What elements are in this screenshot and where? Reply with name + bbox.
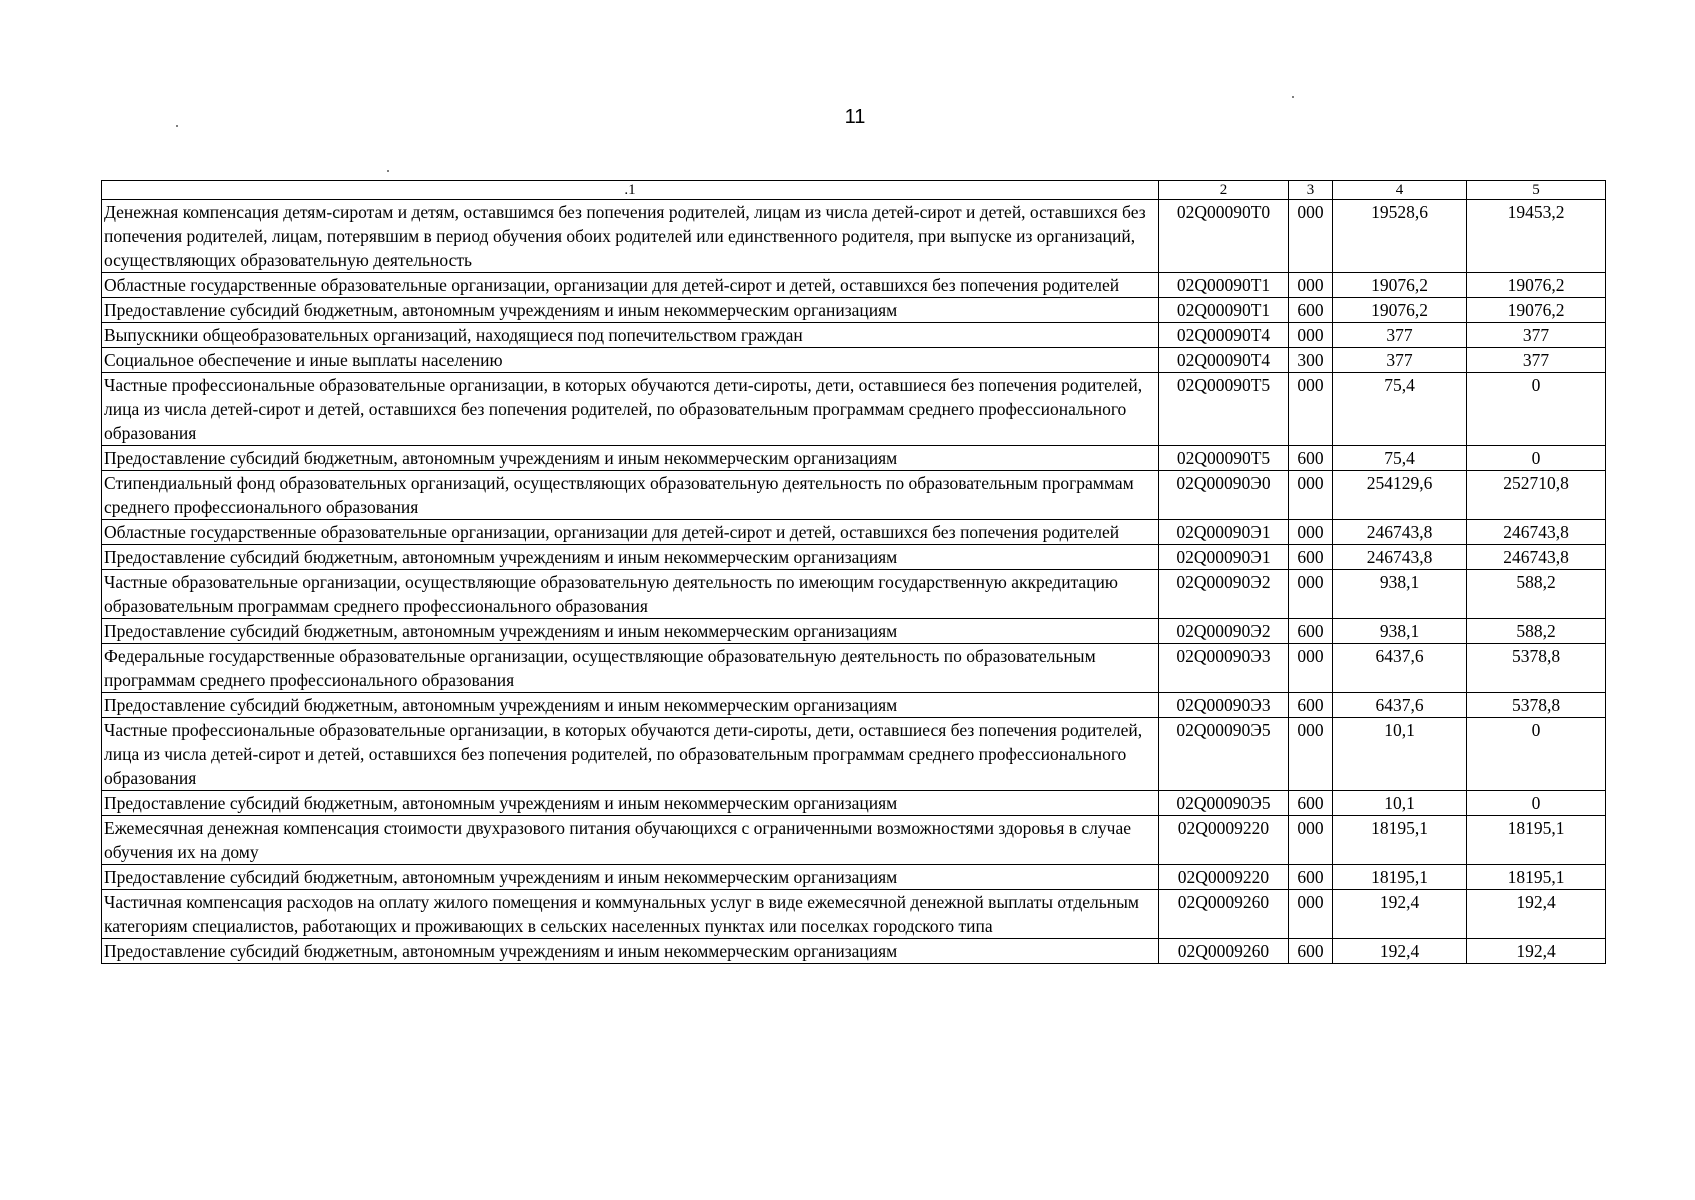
- row-value-col4: 938,1: [1333, 570, 1467, 619]
- row-value-col5: 192,4: [1467, 890, 1606, 939]
- table-row: [102, 446, 1606, 471]
- column-header-1: .1: [102, 181, 1159, 200]
- table-row: [102, 348, 1606, 373]
- row-value-col5: 252710,8: [1467, 471, 1606, 520]
- table-row: [102, 791, 1606, 816]
- row-expense-type: 600: [1289, 298, 1333, 323]
- row-value-col4: 18195,1: [1333, 816, 1467, 865]
- row-value-col4: 10,1: [1333, 718, 1467, 791]
- row-expense-type: 000: [1289, 200, 1333, 273]
- row-target-code: 02Q00090Т0: [1159, 200, 1289, 273]
- row-value-col4: 246743,8: [1333, 545, 1467, 570]
- row-description: Денежная компенсация детям-сиротам и детям, оставшимся без попечения родителей, лицам из числа детей-сирот и детей, оставшихся без попечения родителей, лицам, потерявшим в период обучения обоих родителей или единственного родителя, при выпуске из организаций, осуществляющих образовательную деятельность: [102, 200, 1159, 273]
- table-row: [102, 273, 1606, 298]
- row-value-col5: 192,4: [1467, 939, 1606, 964]
- row-expense-type: 600: [1289, 791, 1333, 816]
- page-number: 11: [844, 106, 866, 128]
- row-target-code: 02Q00090Т4: [1159, 348, 1289, 373]
- table-row: [102, 865, 1606, 890]
- row-target-code: 02Q00090Э3: [1159, 644, 1289, 693]
- row-description: Частные образовательные организации, осуществляющие образовательную деятельность по имеющим государственную аккредитацию образовательным программам среднего профессионального образования: [102, 570, 1159, 619]
- budget-table: [101, 180, 1606, 964]
- row-value-col5: 5378,8: [1467, 693, 1606, 718]
- row-value-col5: 0: [1467, 373, 1606, 446]
- header-row: [102, 181, 1606, 200]
- row-target-code: 02Q00090Т5: [1159, 446, 1289, 471]
- row-value-col4: 19076,2: [1333, 298, 1467, 323]
- row-value-col5: 377: [1467, 323, 1606, 348]
- row-target-code: 02Q00090Э5: [1159, 718, 1289, 791]
- scan-speck: [176, 125, 178, 127]
- row-description: Предоставление субсидий бюджетным, автономным учреждениям и иным некоммерческим организациям: [102, 446, 1159, 471]
- row-value-col4: 377: [1333, 323, 1467, 348]
- row-target-code: 02Q00090Т4: [1159, 323, 1289, 348]
- table-row: [102, 298, 1606, 323]
- row-value-col5: 588,2: [1467, 619, 1606, 644]
- row-value-col5: 18195,1: [1467, 816, 1606, 865]
- row-value-col4: 6437,6: [1333, 644, 1467, 693]
- row-expense-type: 000: [1289, 520, 1333, 545]
- row-target-code: 02Q00090Э3: [1159, 693, 1289, 718]
- row-expense-type: 000: [1289, 471, 1333, 520]
- row-target-code: 02Q00090Э5: [1159, 791, 1289, 816]
- row-description: Выпускники общеобразовательных организаций, находящиеся под попечительством граждан: [102, 323, 1159, 348]
- row-expense-type: 600: [1289, 446, 1333, 471]
- row-value-col5: 19076,2: [1467, 273, 1606, 298]
- row-value-col4: 246743,8: [1333, 520, 1467, 545]
- row-value-col4: 6437,6: [1333, 693, 1467, 718]
- row-target-code: 02Q00090Т1: [1159, 298, 1289, 323]
- table-row: [102, 816, 1606, 865]
- row-description: Частные профессиональные образовательные организации, в которых обучаются дети-сироты, дети, оставшиеся без попечения родителей, лица из числа детей-сирот и детей, оставшихся без попечения родителей, по образовательным программам среднего профессионального образования: [102, 373, 1159, 446]
- row-description: Федеральные государственные образовательные организации, осуществляющие образовательную деятельность по образовательным программам среднего профессионального образования: [102, 644, 1159, 693]
- row-expense-type: 600: [1289, 619, 1333, 644]
- row-expense-type: 300: [1289, 348, 1333, 373]
- row-value-col4: 377: [1333, 348, 1467, 373]
- row-value-col5: 246743,8: [1467, 520, 1606, 545]
- row-expense-type: 000: [1289, 718, 1333, 791]
- row-value-col5: 19453,2: [1467, 200, 1606, 273]
- row-expense-type: 000: [1289, 570, 1333, 619]
- column-header-2: 2: [1159, 181, 1289, 200]
- table-row: [102, 373, 1606, 446]
- row-value-col4: 192,4: [1333, 939, 1467, 964]
- row-target-code: 02Q00090Э2: [1159, 570, 1289, 619]
- row-value-col4: 10,1: [1333, 791, 1467, 816]
- row-value-col5: 19076,2: [1467, 298, 1606, 323]
- row-value-col4: 938,1: [1333, 619, 1467, 644]
- row-value-col5: 377: [1467, 348, 1606, 373]
- table-row: [102, 200, 1606, 273]
- row-target-code: 02Q00090Т5: [1159, 373, 1289, 446]
- row-expense-type: 600: [1289, 939, 1333, 964]
- row-value-col5: 246743,8: [1467, 545, 1606, 570]
- row-description: Областные государственные образовательные организации, организации для детей-сирот и детей, оставшихся без попечения родителей: [102, 273, 1159, 298]
- row-target-code: 02Q00090Э0: [1159, 471, 1289, 520]
- scan-speck: [1292, 96, 1294, 98]
- row-expense-type: 600: [1289, 545, 1333, 570]
- row-description: Частичная компенсация расходов на оплату жилого помещения и коммунальных услуг в виде ежемесячной денежной выплаты отдельным категориям специалистов, работающих и проживающих в сельских населенных пунктах или поселках городского типа: [102, 890, 1159, 939]
- row-target-code: 02Q00090Э1: [1159, 520, 1289, 545]
- row-target-code: 02Q00090Т1: [1159, 273, 1289, 298]
- row-value-col4: 19528,6: [1333, 200, 1467, 273]
- column-header-5: 5: [1467, 181, 1606, 200]
- row-expense-type: 000: [1289, 273, 1333, 298]
- row-expense-type: 000: [1289, 644, 1333, 693]
- row-description: Предоставление субсидий бюджетным, автономным учреждениям и иным некоммерческим организациям: [102, 865, 1159, 890]
- row-value-col4: 18195,1: [1333, 865, 1467, 890]
- table-row: [102, 693, 1606, 718]
- row-description: Предоставление субсидий бюджетным, автономным учреждениям и иным некоммерческим организациям: [102, 693, 1159, 718]
- table-row: [102, 323, 1606, 348]
- row-target-code: 02Q0009220: [1159, 865, 1289, 890]
- row-description: Предоставление субсидий бюджетным, автономным учреждениям и иным некоммерческим организациям: [102, 619, 1159, 644]
- row-expense-type: 600: [1289, 693, 1333, 718]
- table-row: [102, 939, 1606, 964]
- row-value-col4: 19076,2: [1333, 273, 1467, 298]
- row-expense-type: 600: [1289, 865, 1333, 890]
- table-row: [102, 545, 1606, 570]
- column-header-3: 3: [1289, 181, 1333, 200]
- row-target-code: 02Q00090Э1: [1159, 545, 1289, 570]
- row-description: Стипендиальный фонд образовательных организаций, осуществляющих образовательную деятельность по образовательным программам среднего профессионального образования: [102, 471, 1159, 520]
- row-value-col5: 0: [1467, 791, 1606, 816]
- row-value-col4: 192,4: [1333, 890, 1467, 939]
- row-description: Предоставление субсидий бюджетным, автономным учреждениям и иным некоммерческим организациям: [102, 791, 1159, 816]
- row-target-code: 02Q0009260: [1159, 939, 1289, 964]
- scan-speck: [387, 170, 389, 172]
- row-target-code: 02Q0009220: [1159, 816, 1289, 865]
- row-target-code: 02Q0009260: [1159, 890, 1289, 939]
- row-value-col4: 75,4: [1333, 446, 1467, 471]
- row-expense-type: 000: [1289, 816, 1333, 865]
- row-value-col5: 0: [1467, 718, 1606, 791]
- table-row: [102, 570, 1606, 619]
- row-description: Предоставление субсидий бюджетным, автономным учреждениям и иным некоммерческим организациям: [102, 298, 1159, 323]
- row-target-code: 02Q00090Э2: [1159, 619, 1289, 644]
- table-body: [102, 200, 1606, 964]
- row-expense-type: 000: [1289, 890, 1333, 939]
- row-value-col5: 5378,8: [1467, 644, 1606, 693]
- table-row: [102, 619, 1606, 644]
- row-description: Предоставление субсидий бюджетным, автономным учреждениям и иным некоммерческим организациям: [102, 545, 1159, 570]
- table-row: [102, 520, 1606, 545]
- table-row: [102, 644, 1606, 693]
- row-value-col5: 588,2: [1467, 570, 1606, 619]
- row-expense-type: 000: [1289, 323, 1333, 348]
- row-description: Областные государственные образовательные организации, организации для детей-сирот и детей, оставшихся без попечения родителей: [102, 520, 1159, 545]
- row-value-col5: 18195,1: [1467, 865, 1606, 890]
- row-description: Частные профессиональные образовательные организации, в которых обучаются дети-сироты, дети, оставшиеся без попечения родителей, лица из числа детей-сирот и детей, оставшихся без попечения родителей, по образовательным программам среднего профессионального образования: [102, 718, 1159, 791]
- table-row: [102, 471, 1606, 520]
- row-description: Предоставление субсидий бюджетным, автономным учреждениям и иным некоммерческим организациям: [102, 939, 1159, 964]
- table-row: [102, 718, 1606, 791]
- row-value-col5: 0: [1467, 446, 1606, 471]
- column-header-4: 4: [1333, 181, 1467, 200]
- row-value-col4: 75,4: [1333, 373, 1467, 446]
- row-description: Социальное обеспечение и иные выплаты населению: [102, 348, 1159, 373]
- row-description: Ежемесячная денежная компенсация стоимости двухразового питания обучающихся с ограниченными возможностями здоровья в случае обучения их на дому: [102, 816, 1159, 865]
- row-expense-type: 000: [1289, 373, 1333, 446]
- row-value-col4: 254129,6: [1333, 471, 1467, 520]
- table-row: [102, 890, 1606, 939]
